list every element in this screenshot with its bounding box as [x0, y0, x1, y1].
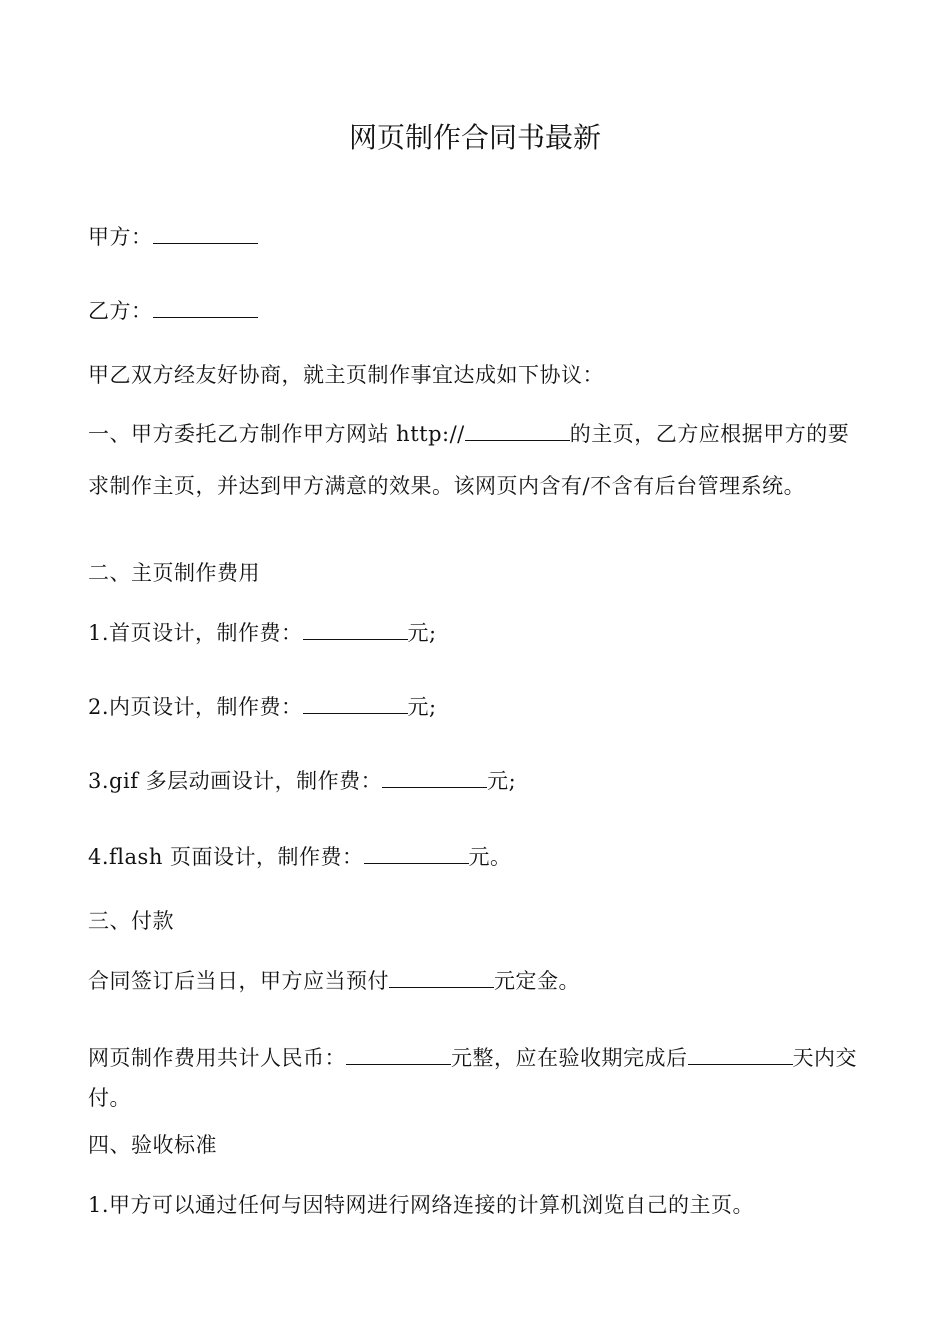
- fee-3-blank: [382, 769, 487, 788]
- fee-4-blank: [364, 845, 469, 864]
- intro-paragraph: 甲乙双方经友好协商，就主页制作事宜达成如下协议：: [88, 363, 604, 387]
- section-3-heading: 三、付款: [88, 909, 174, 933]
- fee-3-suffix: 元;: [487, 769, 517, 793]
- total-amount-blank: [346, 1046, 451, 1065]
- party-a-blank: [153, 225, 258, 244]
- document-title: 网页制作合同书最新: [348, 121, 601, 154]
- total-suffix: 天内交付。: [88, 1046, 857, 1110]
- total-paragraph: [88, 1038, 868, 1118]
- clause-1-suffix: 的主页，乙方应根据甲方的要求制作主页，并达到甲方满意的效果。该网页内含有/不含有后台管理系统。: [88, 422, 850, 498]
- deposit-blank: [389, 969, 494, 988]
- section-4-heading: 四、验收标准: [88, 1133, 217, 1157]
- fee-1-suffix: 元;: [407, 621, 437, 645]
- total-prefix: 网页制作费用共计人民币：: [88, 1046, 346, 1070]
- total-middle: 元整，应在验收期完成后: [451, 1046, 688, 1070]
- party-b-blank: [153, 299, 258, 318]
- fee-1-prefix: 1.首页设计，制作费：: [88, 621, 303, 645]
- party-b-label: 乙方：: [88, 299, 153, 323]
- fee-1-blank: [303, 621, 408, 640]
- days-blank: [688, 1046, 793, 1065]
- fee-3-prefix: 3.gif 多层动画设计，制作费：: [88, 769, 383, 793]
- clause-1-paragraph: [88, 408, 868, 512]
- fee-2-line: [88, 688, 868, 726]
- fee-1-line: [88, 614, 868, 652]
- fee-2-blank: [303, 695, 408, 714]
- deposit-line: [88, 962, 868, 1000]
- deposit-prefix: 合同签订后当日，甲方应当预付: [88, 969, 389, 993]
- party-a-line: [88, 218, 868, 256]
- fee-4-suffix: 元。: [468, 845, 512, 869]
- fee-2-suffix: 元;: [407, 695, 437, 719]
- website-blank: [465, 422, 570, 441]
- acceptance-1-line: 1.甲方可以通过任何与因特网进行网络连接的计算机浏览自己的主页。: [88, 1193, 755, 1217]
- party-b-line: [88, 292, 868, 330]
- clause-1-prefix: 一、甲方委托乙方制作甲方网站 http://: [88, 422, 465, 446]
- fee-4-line: [88, 838, 868, 876]
- party-a-label: 甲方：: [88, 225, 153, 249]
- deposit-suffix: 元定金。: [494, 969, 580, 993]
- fee-4-prefix: 4.flash 页面设计，制作费：: [88, 845, 364, 869]
- fee-2-prefix: 2.内页设计，制作费：: [88, 695, 303, 719]
- section-2-heading: 二、主页制作费用: [88, 561, 260, 585]
- fee-3-line: [88, 762, 868, 800]
